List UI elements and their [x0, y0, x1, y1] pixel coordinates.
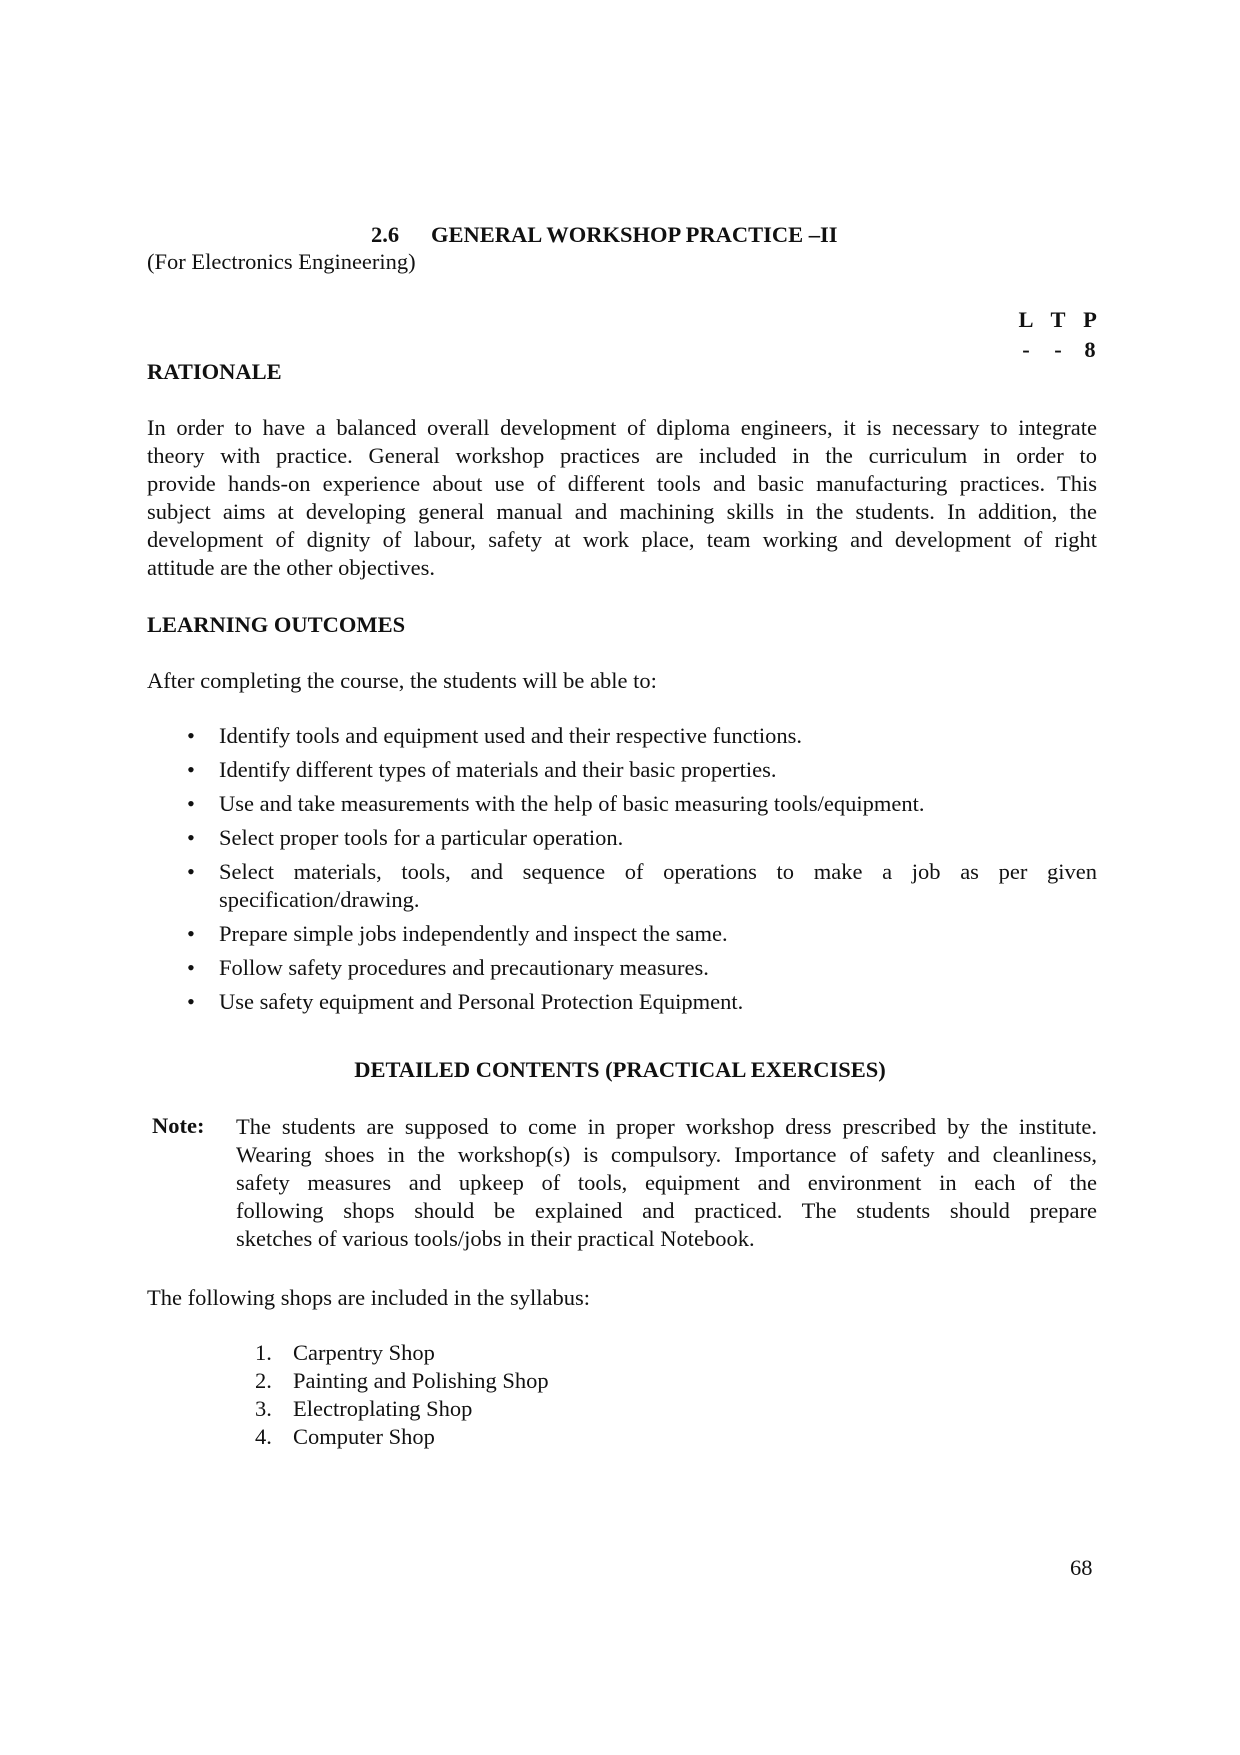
note-line: The students are supposed to come in proper workshop dress prescribed by the institute.	[236, 1114, 1097, 1139]
rationale-paragraph	[147, 414, 1097, 582]
list-item	[255, 1339, 549, 1367]
list-number: 2.	[255, 1368, 272, 1393]
page-number: 68	[1070, 1555, 1093, 1580]
list-number: 4.	[255, 1424, 272, 1449]
shops-list	[255, 1339, 549, 1451]
note-paragraph	[236, 1113, 1097, 1253]
list-item-text: Select proper tools for a particular operation.	[219, 825, 624, 850]
note-line: following shops should be explained and practiced. The students should prepare	[236, 1198, 1097, 1223]
list-item	[147, 790, 1097, 818]
list-item-text: Identify different types of materials and their basic properties.	[219, 757, 777, 782]
ltp-header-row	[1010, 305, 1106, 335]
bullet-icon: •	[187, 955, 195, 980]
rationale-title: RATIONALE	[147, 359, 282, 384]
ltp-value-row	[1010, 335, 1106, 365]
note-line: sketches of various tools/jobs in their practical Notebook.	[236, 1226, 755, 1251]
ltp-value-l: -	[1022, 337, 1030, 362]
ltp-header-p: P	[1083, 307, 1097, 332]
shop-name: Electroplating Shop	[293, 1396, 473, 1421]
list-item	[147, 988, 1097, 1016]
list-item	[147, 858, 1097, 914]
list-item-text: Use safety equipment and Personal Protection Equipment.	[219, 989, 744, 1014]
shop-name: Computer Shop	[293, 1424, 435, 1449]
list-item	[255, 1367, 549, 1395]
list-item	[147, 756, 1097, 784]
note-line: safety measures and upkeep of tools, equipment and environment in each of the	[236, 1170, 1097, 1195]
list-item-text: Prepare simple jobs independently and inspect the same.	[219, 921, 728, 946]
note-line: Wearing shoes in the workshop(s) is compulsory. Importance of safety and cleanliness,	[236, 1142, 1097, 1167]
ltp-value-p: 8	[1084, 337, 1096, 362]
section-number: 2.6	[371, 222, 400, 247]
ltp-table	[1010, 305, 1106, 365]
learning-outcomes-list	[147, 722, 1097, 1022]
bullet-icon: •	[187, 859, 195, 884]
rationale-line: subject aims at developing general manual and machining skills in the students. In addition, the	[147, 499, 1097, 524]
list-item-text: Identify tools and equipment used and their respective functions.	[219, 723, 802, 748]
rationale-line: In order to have a balanced overall development of diploma engineers, it is necessary to integrate	[147, 415, 1097, 440]
bullet-icon: •	[187, 989, 195, 1014]
bullet-icon: •	[187, 723, 195, 748]
note-label: Note:	[152, 1113, 205, 1138]
list-item	[255, 1423, 549, 1451]
list-item-text: Follow safety procedures and precautionary measures.	[219, 955, 709, 980]
learning-outcomes-title: LEARNING OUTCOMES	[147, 612, 406, 637]
learning-outcomes-intro: After completing the course, the students will be able to:	[147, 668, 657, 693]
rationale-line: development of dignity of labour, safety at work place, team working and development of right	[147, 527, 1097, 552]
shops-intro: The following shops are included in the syllabus:	[147, 1285, 591, 1310]
ltp-header-l: L	[1018, 307, 1034, 332]
ltp-header-t: T	[1050, 307, 1066, 332]
bullet-icon: •	[187, 825, 195, 850]
list-item-text: specification/drawing.	[219, 887, 420, 912]
list-item	[147, 920, 1097, 948]
rationale-line: theory with practice. General workshop practices are included in the curriculum in order to	[147, 443, 1097, 468]
list-item	[255, 1395, 549, 1423]
rationale-line: provide hands-on experience about use of different tools and basic manufacturing practices. This	[147, 471, 1097, 496]
section-heading	[371, 222, 838, 248]
shop-name: Painting and Polishing Shop	[293, 1368, 549, 1393]
detailed-contents-title: DETAILED CONTENTS (PRACTICAL EXERCISES)	[354, 1057, 886, 1082]
list-number: 3.	[255, 1396, 272, 1421]
bullet-icon: •	[187, 921, 195, 946]
bullet-icon: •	[187, 791, 195, 816]
list-item	[147, 824, 1097, 852]
list-item	[147, 722, 1097, 750]
list-item-text: Select materials, tools, and sequence of operations to make a job as per given	[219, 859, 1097, 884]
list-item	[147, 954, 1097, 982]
list-number: 1.	[255, 1340, 272, 1365]
shop-name: Carpentry Shop	[293, 1340, 435, 1365]
section-title: GENERAL WORKSHOP PRACTICE –II	[431, 222, 838, 247]
list-item-text: Use and take measurements with the help of basic measuring tools/equipment.	[219, 791, 925, 816]
ltp-value-t: -	[1054, 337, 1062, 362]
section-subtitle: (For Electronics Engineering)	[147, 249, 416, 274]
bullet-icon: •	[187, 757, 195, 782]
rationale-line: attitude are the other objectives.	[147, 555, 436, 580]
